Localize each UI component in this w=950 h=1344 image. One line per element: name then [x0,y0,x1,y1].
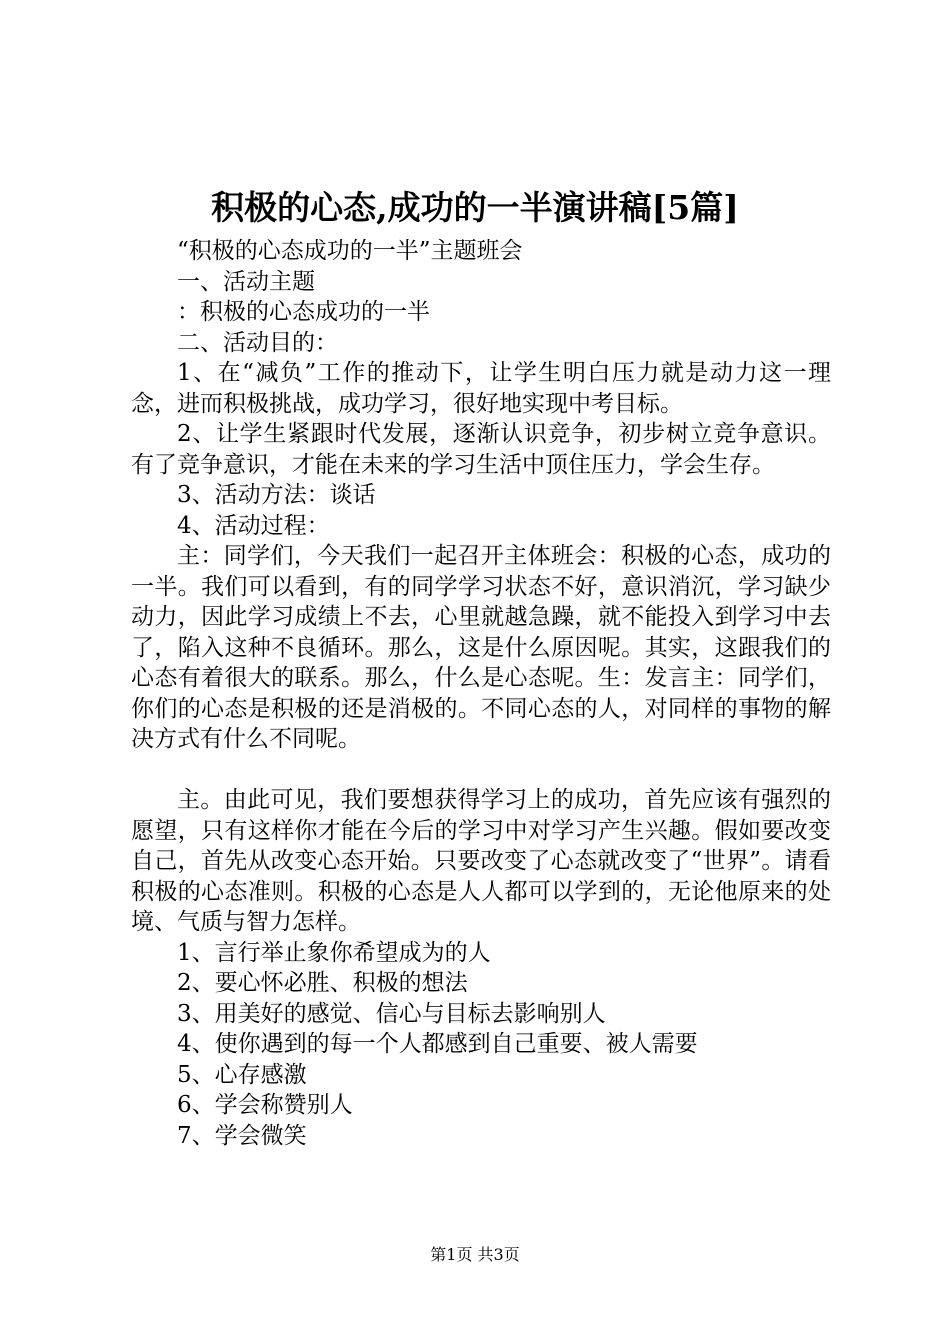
list-item-rule-6: 6、学会称赞别人 [177,1092,353,1118]
list-item-rule-2: 2、要心怀必胜、积极的想法 [177,970,468,996]
paragraph-theme: ：积极的心态成功的一半 [177,299,430,325]
paragraph-goal-2: 2、让学生紧跟时代发展，逐渐认识竞争，初步树立竞争意识。有了竞争意识，才能在未来的学习生活中顶住压力，学会生存。 [131,421,831,478]
page-footer: 第1页 共3页 [430,1245,520,1264]
document-title: 积极的心态,成功的一半演讲稿[5篇] [211,188,739,227]
list-item-rule-4: 4、使你遇到的每一个人都感到自己重要、被人需要 [177,1031,698,1057]
list-item-rule-5: 5、心存感激 [177,1061,307,1088]
paragraph-process: 4、活动过程： [177,512,330,539]
list-item-rule-7: 7、学会微笑 [177,1122,307,1149]
paragraph-goal-1: 1、在“减负”工作的推动下，让学生明白压力就是动力这一理念，进而积极挑战，成功学习，很好地实现中考目标。 [131,360,831,417]
paragraph-host-conclusion: 主。由此可见，我们要想获得学习上的成功，首先应该有强烈的愿望，只有这样你才能在今后的学习中对学习产生兴趣。假如要改变自己，首先从改变心态开始。只要改变了心态就改变了“世界”。请看积极的心态准则。积极的心态是人人都可以学到的，无论他原来的处境、气质与智力怎样。 [131,787,831,935]
paragraph-method: 3、活动方法：谈话 [177,482,376,508]
document-body [131,236,831,1151]
paragraph-host-intro: 主：同学们，今天我们一起召开主体班会：积极的心态，成功的一半。我们可以看到，有的同学学习状态不好，意识消沉，学习缺少动力，因此学习成绩上不去，心里就越急躁，就不能投入到学习中去了，陷入这种不良循环。那么，这是什么原因呢。其实，这跟我们的心态有着很大的联系。那么，什么是心态呢。生：发言主：同学们，你们的心态是积极的还是消极的。不同心态的人，对同样的事物的解决方式有什么不同呢。 [131,543,831,752]
list-item-rule-1: 1、言行举止象你希望成为的人 [177,939,491,966]
paragraph-section-two: 二、活动目的： [177,329,338,356]
paragraph-section-one: 一、活动主题 [177,268,315,295]
paragraph-theme-heading: “积极的心态成功的一半”主题班会 [177,238,523,264]
list-item-rule-3: 3、用美好的感觉、信心与目标去影响别人 [177,1000,606,1027]
